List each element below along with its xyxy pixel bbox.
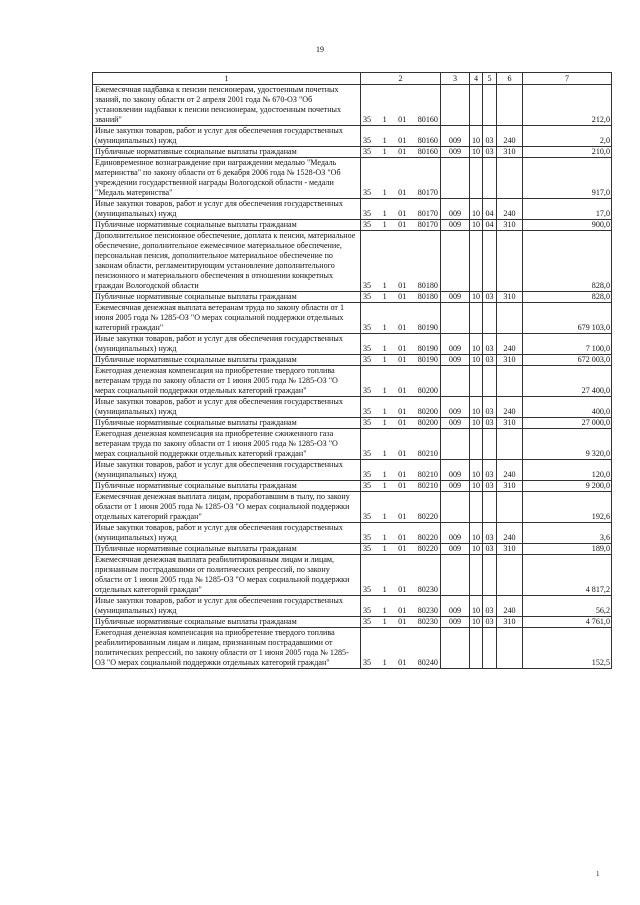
code-part-b: 1 <box>382 544 387 553</box>
code-part-c: 01 <box>398 533 407 542</box>
row-col-6: 310 <box>497 481 523 492</box>
code-part-c: 01 <box>398 344 407 353</box>
row-col-3: 009 <box>441 460 470 481</box>
code-part-b: 1 <box>382 188 387 197</box>
row-col-6: 240 <box>497 334 523 355</box>
table-row <box>93 366 612 397</box>
code-part-a: 35 <box>363 115 372 124</box>
code-part-c: 01 <box>398 658 407 667</box>
table-row <box>93 220 612 231</box>
table-row <box>93 481 612 492</box>
row-col-3 <box>441 366 470 397</box>
code-part-c: 01 <box>398 386 407 395</box>
code-part-d: 80180 <box>417 281 438 290</box>
code-part-c: 01 <box>398 209 407 218</box>
code-part-c: 01 <box>398 292 407 301</box>
code-part-d: 80160 <box>417 136 438 145</box>
code-part-d: 80220 <box>417 512 438 521</box>
code-part-c: 01 <box>398 449 407 458</box>
header-col-2: 2 <box>361 73 441 85</box>
header-row <box>93 73 612 85</box>
row-col-3 <box>441 303 470 334</box>
row-code <box>361 366 441 397</box>
row-col-4: 10 <box>470 147 483 158</box>
code-part-a: 35 <box>363 292 372 301</box>
code-part-a: 35 <box>363 512 372 521</box>
row-col-6: 240 <box>497 460 523 481</box>
row-amount: 828,0 <box>523 292 612 303</box>
code-part-a: 35 <box>363 449 372 458</box>
row-description: Публичные нормативные социальные выплаты гражданам <box>93 617 361 628</box>
table-row <box>93 231 612 292</box>
row-amount: 27 400,0 <box>523 366 612 397</box>
row-col-6: 240 <box>497 126 523 147</box>
table-row <box>93 292 612 303</box>
code-part-b: 1 <box>382 115 387 124</box>
code-part-d: 80160 <box>417 115 438 124</box>
code-part-c: 01 <box>398 136 407 145</box>
code-part-d: 80230 <box>417 585 438 594</box>
row-col-3: 009 <box>441 199 470 220</box>
table-row <box>93 199 612 220</box>
row-description: Публичные нормативные социальные выплаты гражданам <box>93 544 361 555</box>
code-part-b: 1 <box>382 386 387 395</box>
corner-mark: 1 <box>596 870 600 878</box>
row-amount: 210,0 <box>523 147 612 158</box>
row-col-3: 009 <box>441 544 470 555</box>
row-col-6 <box>497 303 523 334</box>
code-part-a: 35 <box>363 281 372 290</box>
code-part-d: 80230 <box>417 606 438 615</box>
table-row <box>93 334 612 355</box>
row-col-5 <box>483 492 497 523</box>
code-part-b: 1 <box>382 617 387 626</box>
code-part-b: 1 <box>382 470 387 479</box>
row-description: Ежемесячная денежная выплата реабилитированным лицам и лицам, признанным пострадавшими от политических репрессий, по закону области от 1 июня 2005 года № 1285-ОЗ "О мерах социальной поддержки отдельных категорий граждан" <box>93 555 361 596</box>
code-part-d: 80170 <box>417 209 438 218</box>
code-part-d: 80190 <box>417 344 438 353</box>
row-code <box>361 126 441 147</box>
row-col-3 <box>441 85 470 126</box>
row-col-6: 240 <box>497 523 523 544</box>
row-col-5: 03 <box>483 481 497 492</box>
row-code <box>361 158 441 199</box>
row-col-3 <box>441 429 470 460</box>
code-part-b: 1 <box>382 136 387 145</box>
row-col-3 <box>441 492 470 523</box>
row-col-3: 009 <box>441 481 470 492</box>
row-code <box>361 397 441 418</box>
code-part-a: 35 <box>363 470 372 479</box>
row-col-6: 310 <box>497 418 523 429</box>
row-description: Публичные нормативные социальные выплаты гражданам <box>93 355 361 366</box>
row-col-5 <box>483 555 497 596</box>
header-col-3: 3 <box>441 73 470 85</box>
row-col-5 <box>483 303 497 334</box>
row-description: Иные закупки товаров, работ и услуг для обеспечения государственных (муниципальных) нужд <box>93 523 361 544</box>
row-col-3: 009 <box>441 147 470 158</box>
row-amount: 56,2 <box>523 596 612 617</box>
code-part-b: 1 <box>382 481 387 490</box>
row-col-5 <box>483 429 497 460</box>
row-amount: 120,0 <box>523 460 612 481</box>
code-part-a: 35 <box>363 209 372 218</box>
table-row <box>93 523 612 544</box>
code-part-a: 35 <box>363 585 372 594</box>
code-part-a: 35 <box>363 407 372 416</box>
code-part-c: 01 <box>398 407 407 416</box>
row-col-4 <box>470 429 483 460</box>
code-part-c: 01 <box>398 606 407 615</box>
row-col-4 <box>470 85 483 126</box>
header-col-7: 7 <box>523 73 612 85</box>
row-col-5: 03 <box>483 523 497 544</box>
code-part-a: 35 <box>363 658 372 667</box>
code-part-d: 80170 <box>417 220 438 229</box>
row-col-3: 009 <box>441 397 470 418</box>
code-part-a: 35 <box>363 355 372 364</box>
row-col-5: 03 <box>483 126 497 147</box>
row-description: Ежемесячная денежная выплата ветеранам труда по закону области от 1 июня 2005 года № 1285-ОЗ "О мерах социальной поддержки отдельных категорий граждан" <box>93 303 361 334</box>
code-part-d: 80200 <box>417 418 438 427</box>
row-description: Публичные нормативные социальные выплаты гражданам <box>93 147 361 158</box>
row-col-5: 04 <box>483 199 497 220</box>
row-col-4: 10 <box>470 460 483 481</box>
row-col-5: 03 <box>483 334 497 355</box>
table-row <box>93 596 612 617</box>
row-description: Единовременное вознаграждение при награждении медалью "Медаль материнства" по закону области от 6 декабря 2006 года № 1528-ОЗ "Об учреждении государственной награды Вологодской области - медали "Медаль материнства" <box>93 158 361 199</box>
code-part-b: 1 <box>382 658 387 667</box>
row-description: Публичные нормативные социальные выплаты гражданам <box>93 481 361 492</box>
row-col-3: 009 <box>441 220 470 231</box>
code-part-a: 35 <box>363 533 372 542</box>
row-amount: 7 100,0 <box>523 334 612 355</box>
header-col-1: 1 <box>93 73 361 85</box>
row-amount: 672 003,0 <box>523 355 612 366</box>
row-col-3: 009 <box>441 355 470 366</box>
row-amount: 2,0 <box>523 126 612 147</box>
row-col-4: 10 <box>470 292 483 303</box>
row-description: Иные закупки товаров, работ и услуг для обеспечения государственных (муниципальных) нужд <box>93 126 361 147</box>
row-col-4: 10 <box>470 126 483 147</box>
row-amount: 4 817,2 <box>523 555 612 596</box>
code-part-b: 1 <box>382 147 387 156</box>
row-code <box>361 334 441 355</box>
row-col-6: 240 <box>497 397 523 418</box>
code-part-b: 1 <box>382 407 387 416</box>
code-part-b: 1 <box>382 418 387 427</box>
row-code <box>361 460 441 481</box>
row-amount: 212,0 <box>523 85 612 126</box>
code-part-b: 1 <box>382 585 387 594</box>
code-part-d: 80170 <box>417 188 438 197</box>
row-amount: 27 000,0 <box>523 418 612 429</box>
row-col-4: 10 <box>470 355 483 366</box>
code-part-a: 35 <box>363 136 372 145</box>
row-col-6: 310 <box>497 220 523 231</box>
row-amount: 400,0 <box>523 397 612 418</box>
row-code <box>361 492 441 523</box>
row-col-5: 03 <box>483 544 497 555</box>
code-part-d: 80230 <box>417 617 438 626</box>
code-part-d: 80190 <box>417 355 438 364</box>
code-part-c: 01 <box>398 188 407 197</box>
row-col-3: 009 <box>441 418 470 429</box>
table-row <box>93 555 612 596</box>
code-part-c: 01 <box>398 281 407 290</box>
row-amount: 189,0 <box>523 544 612 555</box>
row-col-3 <box>441 555 470 596</box>
row-col-4: 10 <box>470 523 483 544</box>
table-row <box>93 628 612 669</box>
row-code <box>361 199 441 220</box>
row-col-6 <box>497 85 523 126</box>
code-part-b: 1 <box>382 512 387 521</box>
code-part-a: 35 <box>363 481 372 490</box>
code-part-c: 01 <box>398 323 407 332</box>
row-col-4: 10 <box>470 617 483 628</box>
row-amount: 192,6 <box>523 492 612 523</box>
row-code <box>361 429 441 460</box>
row-col-6 <box>497 231 523 292</box>
code-part-d: 80210 <box>417 481 438 490</box>
code-part-c: 01 <box>398 617 407 626</box>
code-part-d: 80210 <box>417 470 438 479</box>
code-part-c: 01 <box>398 470 407 479</box>
table-row <box>93 158 612 199</box>
page-number: 19 <box>316 45 324 54</box>
row-col-6 <box>497 492 523 523</box>
row-code <box>361 220 441 231</box>
code-part-d: 80240 <box>417 658 438 667</box>
code-part-d: 80160 <box>417 147 438 156</box>
code-part-c: 01 <box>398 418 407 427</box>
code-part-c: 01 <box>398 147 407 156</box>
row-col-4: 10 <box>470 418 483 429</box>
row-col-4 <box>470 366 483 397</box>
code-part-a: 35 <box>363 323 372 332</box>
code-part-c: 01 <box>398 115 407 124</box>
code-part-b: 1 <box>382 344 387 353</box>
row-description: Публичные нормативные социальные выплаты гражданам <box>93 292 361 303</box>
table-row <box>93 85 612 126</box>
row-col-4 <box>470 555 483 596</box>
row-amount: 3,6 <box>523 523 612 544</box>
row-col-6 <box>497 628 523 669</box>
row-amount: 900,0 <box>523 220 612 231</box>
table-row <box>93 429 612 460</box>
budget-table <box>92 72 612 669</box>
row-col-5: 03 <box>483 617 497 628</box>
table-row <box>93 544 612 555</box>
code-part-a: 35 <box>363 220 372 229</box>
code-part-b: 1 <box>382 449 387 458</box>
row-col-6 <box>497 555 523 596</box>
row-col-6: 310 <box>497 355 523 366</box>
row-col-5: 03 <box>483 292 497 303</box>
row-col-5: 03 <box>483 355 497 366</box>
row-code <box>361 523 441 544</box>
code-part-c: 01 <box>398 220 407 229</box>
row-code <box>361 555 441 596</box>
row-col-4: 10 <box>470 334 483 355</box>
row-code <box>361 617 441 628</box>
row-col-3: 009 <box>441 523 470 544</box>
row-col-5: 03 <box>483 460 497 481</box>
row-amount: 679 103,0 <box>523 303 612 334</box>
code-part-d: 80210 <box>417 449 438 458</box>
row-amount: 152,5 <box>523 628 612 669</box>
row-col-6: 310 <box>497 292 523 303</box>
code-part-b: 1 <box>382 606 387 615</box>
row-col-3 <box>441 628 470 669</box>
row-amount: 9 200,0 <box>523 481 612 492</box>
code-part-a: 35 <box>363 606 372 615</box>
row-code <box>361 355 441 366</box>
row-code <box>361 418 441 429</box>
code-part-a: 35 <box>363 147 372 156</box>
row-col-4: 10 <box>470 220 483 231</box>
row-col-4: 10 <box>470 544 483 555</box>
code-part-a: 35 <box>363 617 372 626</box>
row-description: Ежемесячная денежная выплата лицам, проработавшим в тылу, по закону области от 1 июня 2005 года № 1285-ОЗ "О мерах социальной поддержки отдельных категорий граждан" <box>93 492 361 523</box>
row-code <box>361 544 441 555</box>
table-row <box>93 460 612 481</box>
row-description: Дополнительное пенсионное обеспечение, доплата к пенсии, материальное обеспечение, дополнительное ежемесячное материальное обеспечение, персональная пенсия, дополнительное материальное обеспечение по законам области, регламентирующим установление дополнительного пенсионного и материального обеспечения в отношении конкретных граждан Вологодской области <box>93 231 361 292</box>
row-col-5 <box>483 231 497 292</box>
row-col-3: 009 <box>441 334 470 355</box>
code-part-d: 80220 <box>417 544 438 553</box>
code-part-d: 80200 <box>417 386 438 395</box>
table-row <box>93 126 612 147</box>
row-col-5 <box>483 366 497 397</box>
row-col-5: 03 <box>483 418 497 429</box>
row-col-5: 04 <box>483 220 497 231</box>
row-col-4 <box>470 303 483 334</box>
row-col-3: 009 <box>441 617 470 628</box>
row-col-6: 310 <box>497 544 523 555</box>
code-part-a: 35 <box>363 344 372 353</box>
code-part-c: 01 <box>398 355 407 364</box>
row-col-6: 310 <box>497 147 523 158</box>
row-col-4 <box>470 628 483 669</box>
code-part-b: 1 <box>382 323 387 332</box>
row-col-3 <box>441 231 470 292</box>
table-row <box>93 303 612 334</box>
row-code <box>361 147 441 158</box>
row-col-6 <box>497 158 523 199</box>
row-description: Иные закупки товаров, работ и услуг для обеспечения государственных (муниципальных) нужд <box>93 199 361 220</box>
row-col-4 <box>470 158 483 199</box>
row-description: Публичные нормативные социальные выплаты гражданам <box>93 418 361 429</box>
row-description: Иные закупки товаров, работ и услуг для обеспечения государственных (муниципальных) нужд <box>93 334 361 355</box>
table-row <box>93 147 612 158</box>
code-part-c: 01 <box>398 585 407 594</box>
row-col-5: 03 <box>483 596 497 617</box>
row-description: Иные закупки товаров, работ и услуг для обеспечения государственных (муниципальных) нужд <box>93 397 361 418</box>
row-amount: 4 761,0 <box>523 617 612 628</box>
code-part-c: 01 <box>398 512 407 521</box>
code-part-d: 80220 <box>417 533 438 542</box>
row-code <box>361 303 441 334</box>
row-description: Ежегодная денежная компенсация на приобретение сжиженного газа ветеранам труда по закону области от 1 июня 2005 года № 1285-ОЗ "О мерах социальной поддержки отдельных категорий граждан" <box>93 429 361 460</box>
row-amount: 9 320,0 <box>523 429 612 460</box>
header-col-5: 5 <box>483 73 497 85</box>
row-col-5 <box>483 85 497 126</box>
row-code <box>361 628 441 669</box>
code-part-c: 01 <box>398 544 407 553</box>
row-col-6 <box>497 366 523 397</box>
row-code <box>361 481 441 492</box>
row-col-4: 10 <box>470 397 483 418</box>
row-col-4 <box>470 492 483 523</box>
table-row <box>93 397 612 418</box>
code-part-d: 80180 <box>417 292 438 301</box>
row-code <box>361 231 441 292</box>
table-row <box>93 355 612 366</box>
row-col-4: 10 <box>470 596 483 617</box>
code-part-a: 35 <box>363 188 372 197</box>
row-description: Иные закупки товаров, работ и услуг для обеспечения государственных (муниципальных) нужд <box>93 596 361 617</box>
row-code <box>361 596 441 617</box>
row-col-6: 310 <box>497 617 523 628</box>
code-part-b: 1 <box>382 533 387 542</box>
row-col-4: 10 <box>470 481 483 492</box>
row-description: Ежемесячная надбавка к пенсии пенсионерам, удостоенным почетных званий, по закону области от 2 апреля 2001 года № 670-ОЗ "Об установлении надбавки к пенсии пенсионерам, удостоенным почетных званий" <box>93 85 361 126</box>
row-col-5 <box>483 628 497 669</box>
table-row <box>93 617 612 628</box>
row-amount: 917,0 <box>523 158 612 199</box>
code-part-d: 80190 <box>417 323 438 332</box>
row-code <box>361 292 441 303</box>
code-part-c: 01 <box>398 481 407 490</box>
table-row <box>93 418 612 429</box>
code-part-b: 1 <box>382 292 387 301</box>
row-col-6: 240 <box>497 596 523 617</box>
row-description: Иные закупки товаров, работ и услуг для обеспечения государственных (муниципальных) нужд <box>93 460 361 481</box>
row-description: Ежегодная денежная компенсация на приобретение твердого топлива реабилитированным лицам и лицам, признанным пострадавшими от политических репрессий, по закону области от 1 июня 2005 года № 1285-ОЗ "О мерах социальной поддержки отдельных категорий граждан" <box>93 628 361 669</box>
header-col-4: 4 <box>470 73 483 85</box>
row-col-4: 10 <box>470 199 483 220</box>
code-part-d: 80200 <box>417 407 438 416</box>
row-col-6: 240 <box>497 199 523 220</box>
code-part-a: 35 <box>363 386 372 395</box>
row-col-5 <box>483 158 497 199</box>
row-description: Публичные нормативные социальные выплаты гражданам <box>93 220 361 231</box>
code-part-b: 1 <box>382 220 387 229</box>
code-part-a: 35 <box>363 418 372 427</box>
code-part-b: 1 <box>382 209 387 218</box>
row-col-3: 009 <box>441 126 470 147</box>
row-col-3: 009 <box>441 596 470 617</box>
code-part-b: 1 <box>382 355 387 364</box>
row-col-6 <box>497 429 523 460</box>
table-row <box>93 492 612 523</box>
code-part-b: 1 <box>382 281 387 290</box>
row-code <box>361 85 441 126</box>
row-description: Ежегодная денежная компенсация на приобретение твердого топлива ветеранам труда по закону области от 1 июня 2005 года № 1285-ОЗ "О мерах социальной поддержки отдельных категорий граждан" <box>93 366 361 397</box>
code-part-a: 35 <box>363 544 372 553</box>
row-col-5: 03 <box>483 397 497 418</box>
row-col-4 <box>470 231 483 292</box>
row-col-3: 009 <box>441 292 470 303</box>
row-col-3 <box>441 158 470 199</box>
row-amount: 828,0 <box>523 231 612 292</box>
header-col-6: 6 <box>497 73 523 85</box>
row-amount: 17,0 <box>523 199 612 220</box>
row-col-5: 03 <box>483 147 497 158</box>
